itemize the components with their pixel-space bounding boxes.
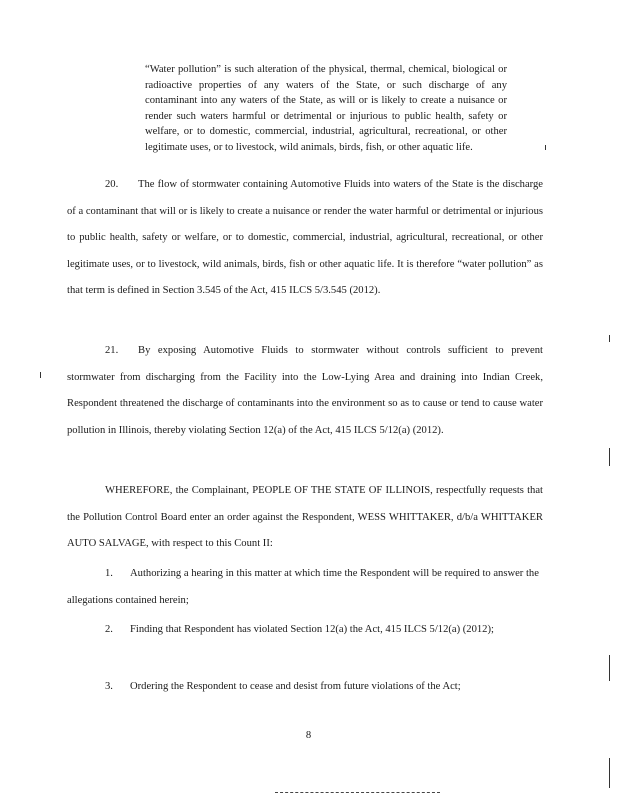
scan-mark (545, 145, 546, 150)
request-item-3 (67, 674, 543, 701)
wherefore-clause: WHEREFORE, the Complainant, PEOPLE OF THE STATE OF ILLINOIS, respectfully requests that the Pollution Control Board enter an order against the Respondent, WESS WHITTAKER, d/b/a WHITTAKER AUTO SALVAGE, with respect to this Count II: (67, 485, 543, 550)
footer-rule (275, 792, 440, 793)
request-item-3-text: Ordering the Respondent to cease and desist from future violations of the Act; (130, 681, 461, 692)
scan-mark (609, 758, 610, 788)
paragraph-21-number: 21. (105, 345, 119, 356)
paragraph-21-text: By exposing Automotive Fluids to stormwater without controls sufficient to prevent stormwater from discharging from the Facility into the Low-Lying Area and draining into Indian Creek, Respondent threatened the discharge of contaminants into the environment so as to cause or tend to cause water pollution in Illinois, thereby violating Section 12(a) of the Act, 415 ILCS 5/12(a) (2012). (67, 345, 543, 436)
page-number: 8 (305, 730, 312, 741)
scan-mark (609, 448, 610, 466)
paragraph-20 (67, 172, 543, 305)
paragraph-20-number: 20. (105, 179, 119, 190)
request-item-1-text: Authorizing a hearing in this matter at which time the Respondent will be required to answer the allegations contained herein; (67, 568, 539, 606)
statutory-quote: “Water pollution” is such alteration of the physical, thermal, chemical, biological or radioactive properties of any waters of the State, or such discharge of any contaminant into any waters of the State, as will or is likely to create a nuisance or render such waters harmful or detrimental or injurious to public health, safety or welfare, or to domestic, commercial, industrial, agricultural, recreational, or other legitimate uses, or to livestock, wild animals, birds, fish, or other aquatic life. (145, 64, 507, 153)
paragraph-21 (67, 338, 543, 444)
request-item-2-text: Finding that Respondent has violated Section 12(a) the Act, 415 ILCS 5/12(a) (2012); (130, 624, 494, 635)
request-item-1-number: 1. (105, 568, 113, 579)
scan-mark (40, 372, 41, 378)
scan-mark (609, 335, 610, 342)
request-item-2 (67, 617, 543, 644)
request-item-2-number: 2. (105, 624, 113, 635)
paragraph-20-text: The flow of stormwater containing Automotive Fluids into waters of the State is the discharge of a contaminant that will or is likely to create a nuisance or render the water harmful or detrimental or injurious to public health, safety or welfare, or to domestic, commercial, industrial, agricultural, recreational, or other legitimate uses, or to livestock, wild animals, birds, fish or other aquatic life. It is therefore “water pollution” as that term is defined in Section 3.545 of the Act, 415 ILCS 5/3.545 (2012). (67, 179, 543, 297)
request-item-1 (67, 561, 543, 614)
scan-mark (609, 655, 610, 681)
request-item-3-number: 3. (105, 681, 113, 692)
